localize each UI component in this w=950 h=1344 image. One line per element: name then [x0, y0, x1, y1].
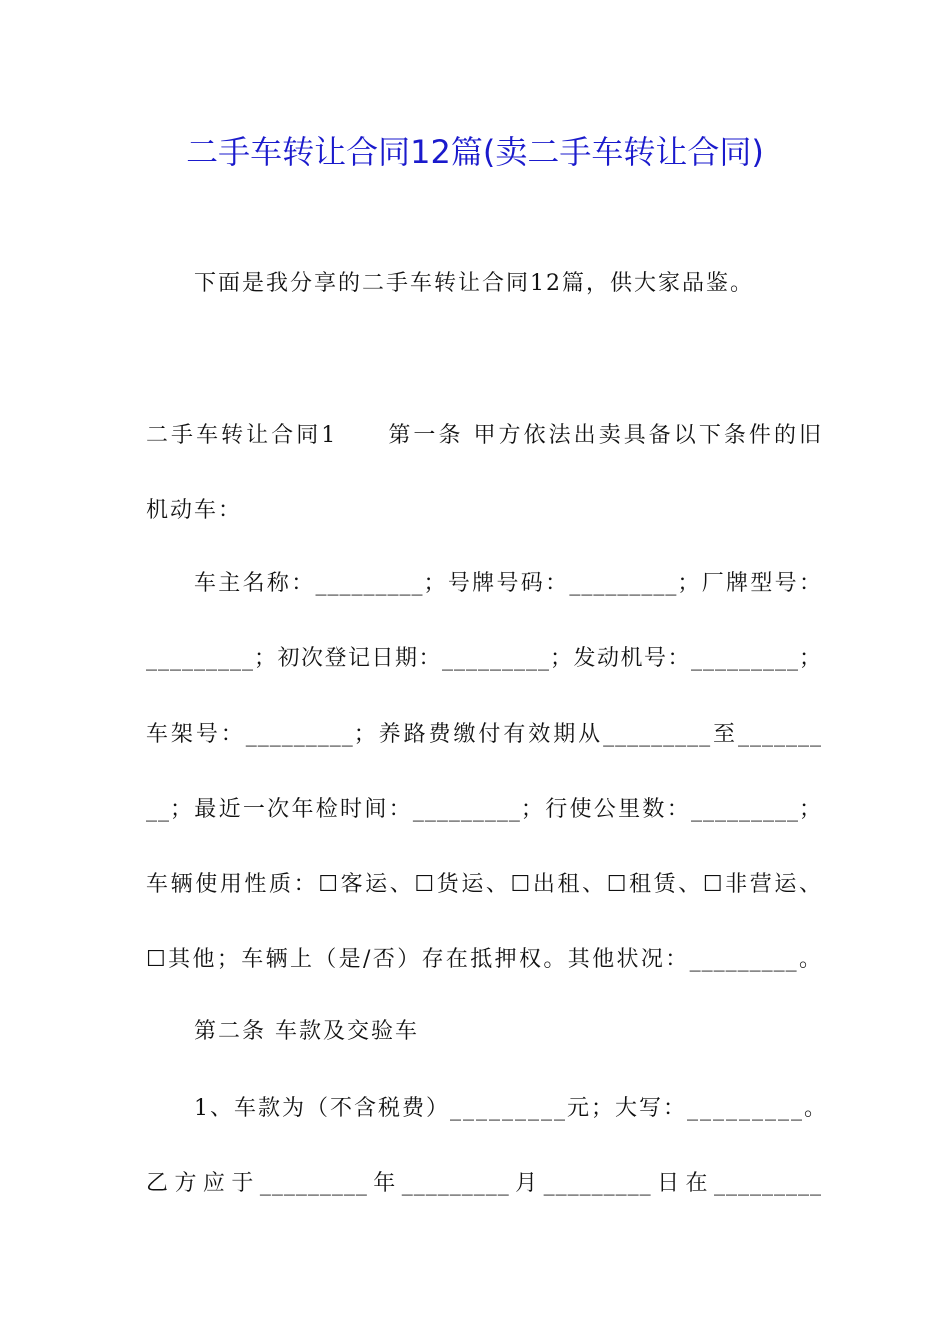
intro-paragraph: 下面是我分享的二手车转让合同12篇，供大家品鉴。: [194, 271, 754, 296]
contract-1-heading-line: 二手车转让合同1 第一条 甲方依法出卖具备以下条件的旧: [146, 423, 822, 448]
document-title: 二手车转让合同12篇(卖二手车转让合同): [186, 133, 764, 171]
body-line: __；最近一次年检时间：_________；行使公里数：_________；: [146, 797, 822, 822]
body-line: 车架号：_________；养路费缴付有效期从_________至_______: [146, 722, 822, 747]
body-line: 1、车款为（不含税费）_________元；大写：_________。: [194, 1096, 828, 1121]
body-line: 机动车：: [146, 498, 243, 523]
body-line: 乙方应于_________年_________月_________日在_________: [146, 1171, 822, 1196]
body-line: ☐其他；车辆上（是/否）存在抵押权。其他状况：_________。: [146, 947, 822, 972]
body-line: 车辆使用性质：☐客运、☐货运、☐出租、☐租赁、☐非营运、: [146, 872, 822, 897]
body-line: 车主名称：_________；号牌号码：_________；厂牌型号：: [194, 571, 822, 596]
body-line: _________；初次登记日期：_________；发动机号：_________；: [146, 646, 822, 671]
article-2-heading: 第二条 车款及交验车: [194, 1019, 419, 1044]
